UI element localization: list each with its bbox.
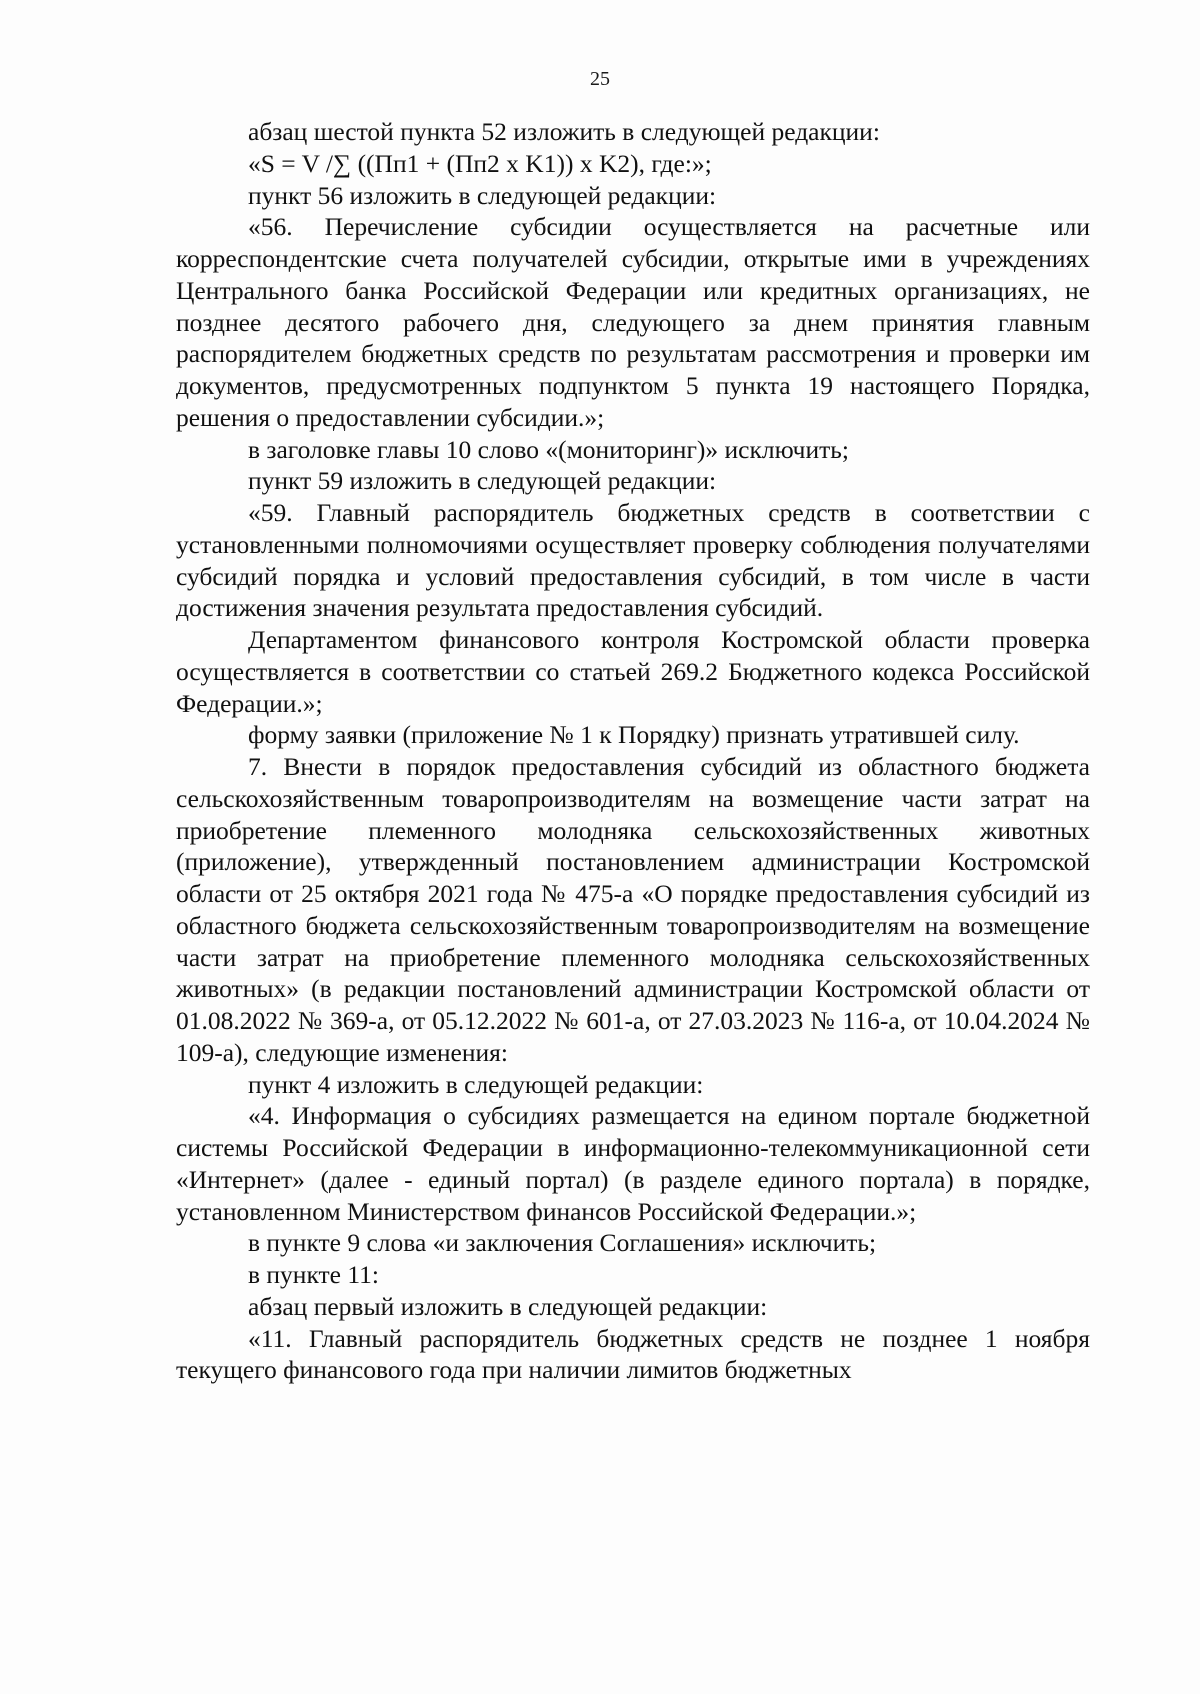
paragraph: «56. Перечисление субсидии осуществляется на расчетные или корреспондентские счета получателей субсидии, открытые ими в учреждениях Центрального банка Российской Федерации или кредитных организациях, не позднее десятого рабочего дня, следующего за днем принятия главным распорядителем бюджетных средств по результатам рассмотрения и проверки им документов, предусмотренных подпунктом 5 пункта 19 настоящего Порядка, решения о предоставлении субсидии.»; bbox=[176, 212, 1090, 432]
paragraph: в пункте 9 слова «и заключения Соглашения» исключить; bbox=[248, 1228, 877, 1258]
paragraph: пункт 56 изложить в следующей редакции: bbox=[248, 180, 717, 210]
formula-paragraph: «S = V /∑ ((Пп1 + (Пп2 x K1)) x K2), где:»; bbox=[248, 148, 712, 178]
paragraph: пункт 4 изложить в следующей редакции: bbox=[248, 1069, 704, 1099]
paragraph: 7. Внести в порядок предоставления субсидий из областного бюджета сельскохозяйственным товаропроизводителям на возмещение части затрат на приобретение племенного молодняка сельскохозяйственных животных (приложение), утвержденный постановлением администрации Костромской области от 25 октября 2021 года № 475-а «О порядке предоставления субсидий из областного бюджета сельскохозяйственным товаропроизводителям на возмещение части затрат на приобретение племенного молодняка сельскохозяйственных животных» (в редакции постановлений администрации Костромской области от 01.08.2022 № 369-а, от 05.12.2022 № 601-а, от 27.03.2023 № 116-а, от 10.04.2024 № 109-а), следующие изменения: bbox=[176, 752, 1090, 1067]
paragraph: форму заявки (приложение № 1 к Порядку) признать утратившей силу. bbox=[248, 720, 1020, 750]
paragraph: абзац первый изложить в следующей редакции: bbox=[248, 1291, 768, 1321]
document-body bbox=[176, 116, 1090, 1386]
paragraph: «59. Главный распорядитель бюджетных средств в соответствии с установленными полномочиями осуществляет проверку соблюдения получателями субсидий порядка и условий предоставления субсидий, в том числе в части достижения значения результата предоставления субсидий. bbox=[176, 498, 1090, 623]
paragraph: Департаментом финансового контроля Костромской области проверка осуществляется в соответствии со статьей 269.2 Бюджетного кодекса Российской Федерации.»; bbox=[176, 625, 1090, 718]
paragraph: «11. Главный распорядитель бюджетных средств не позднее 1 ноября текущего финансового года при наличии лимитов бюджетных bbox=[176, 1323, 1090, 1385]
paragraph: в пункте 11: bbox=[248, 1260, 379, 1289]
paragraph: в заголовке главы 10 слово «(мониторинг)» исключить; bbox=[248, 434, 850, 464]
paragraph: «4. Информация о субсидиях размещается на едином портале бюджетной системы Российской Федерации в информационно-телекоммуникационной сети «Интернет» (далее - единый портал) (в разделе единого портала) в порядке, установленном Министерством финансов Российской Федерации.»; bbox=[176, 1101, 1090, 1226]
page-number: 25 bbox=[590, 68, 610, 90]
paragraph: пункт 59 изложить в следующей редакции: bbox=[248, 466, 717, 496]
paragraph: абзац шестой пункта 52 изложить в следующей редакции: bbox=[248, 117, 880, 146]
